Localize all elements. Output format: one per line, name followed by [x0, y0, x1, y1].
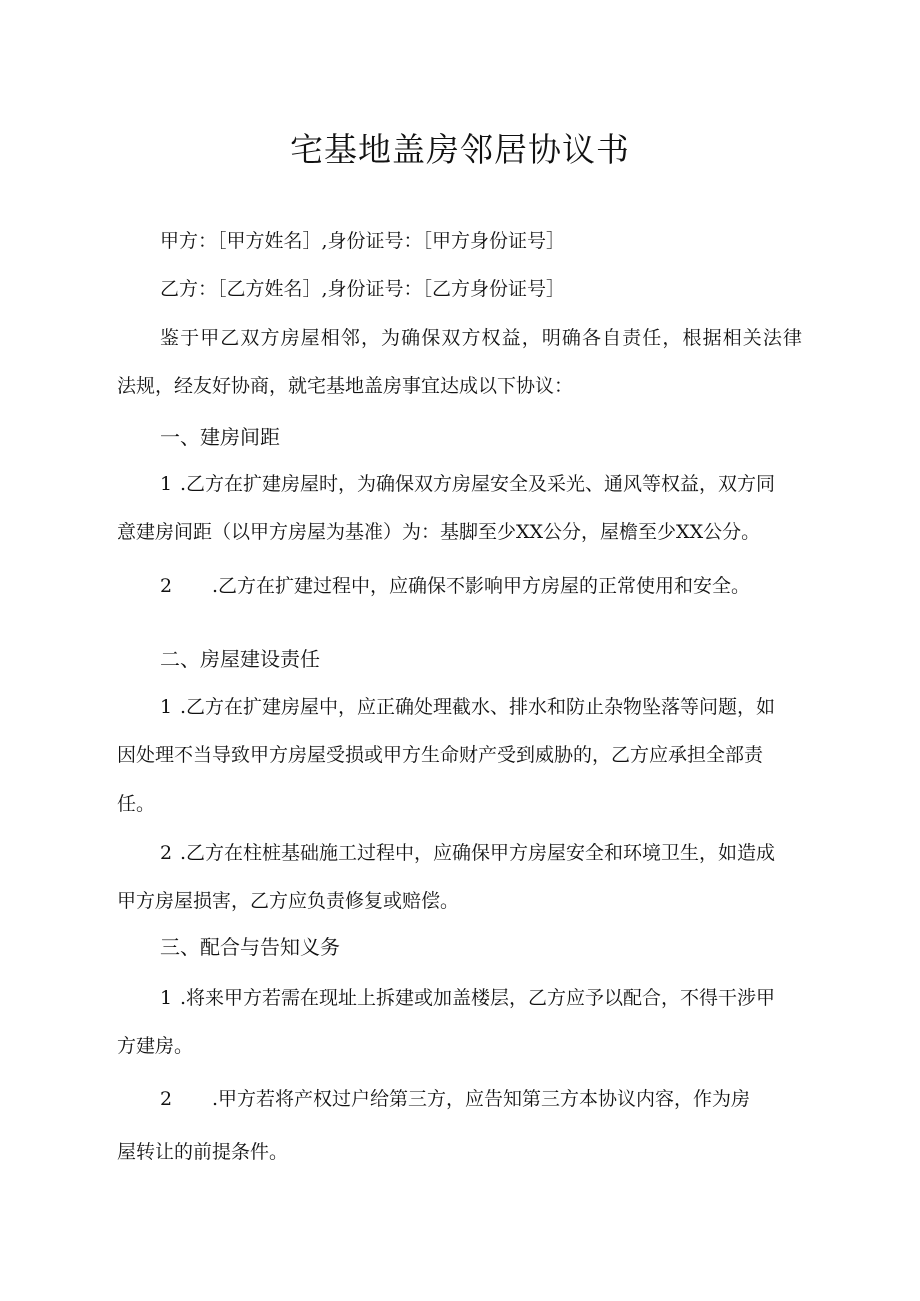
section-3-item-1-line-2: 方建房。: [117, 1035, 194, 1057]
section-2-item-1-line-2: 因处理不当导致甲方房屋受损或甲方生命财产受到威胁的，乙方应承担全部责: [117, 744, 764, 766]
section-3-item-1-line-1: [160, 985, 775, 1011]
section-3-heading: 三、配合与告知义务: [160, 935, 340, 959]
item-number: 1: [160, 987, 173, 1009]
preamble-line-1: 鉴于甲乙双方房屋相邻，为确保双方权益，明确各自责任，根据相关法律: [160, 327, 802, 349]
item-text: .甲方若将产权过户给第三方，应告知第三方本协议内容，作为房: [212, 1088, 751, 1110]
section-3-item-2-line-2: 屋转让的前提条件。: [117, 1141, 289, 1163]
section-1-heading: 一、建房间距: [160, 425, 280, 449]
item-text: .乙方在扩建房屋时，为确保双方房屋安全及采光、通风等权益，双方同: [180, 473, 776, 495]
item-number: 2: [160, 575, 173, 597]
item-text: .乙方在扩建房屋中，应正确处理截水、排水和防止杂物坠落等问题，如: [180, 696, 776, 718]
item-text: .乙方在柱桩基础施工过程中，应确保甲方房屋安全和环境卫生，如造成: [180, 842, 776, 864]
item-number: 1: [160, 696, 173, 718]
section-2-item-1-line-3: 任。: [117, 793, 156, 815]
item-number: 2: [160, 842, 173, 864]
section-1-item-1-line-1: [160, 471, 802, 497]
section-1-item-2-line-1: [160, 573, 750, 599]
preamble-line-2: 法规，经友好协商，就宅基地盖房事宜达成以下协议：: [117, 375, 574, 397]
item-text: .将来甲方若需在现址上拆建或加盖楼层，乙方应予以配合，不得干涉甲: [180, 987, 776, 1009]
document-title: 宅基地盖房邻居协议书: [290, 130, 630, 169]
item-number: 2: [160, 1088, 173, 1110]
party-b-line: 乙方：［乙方姓名］,身份证号：［乙方身份证号］: [160, 278, 566, 300]
section-2-item-1-line-1: [160, 694, 775, 720]
party-a-line: 甲方：［甲方姓名］,身份证号：［甲方身份证号］: [160, 230, 566, 252]
section-3-item-2-line-1: [160, 1086, 750, 1112]
section-2-item-2-line-1: [160, 840, 775, 866]
item-number: 1: [160, 473, 173, 495]
item-text: .乙方在扩建过程中，应确保不影响甲方房屋的正常使用和安全。: [212, 575, 751, 597]
section-1-item-1-line-2: 意建房间距（以甲方房屋为基准）为：基脚至少XX公分，屋檐至少XX公分。: [117, 521, 761, 543]
section-2-item-2-line-2: 甲方房屋损害，乙方应负责修复或赔偿。: [117, 890, 460, 912]
section-2-heading: 二、房屋建设责任: [160, 647, 320, 671]
